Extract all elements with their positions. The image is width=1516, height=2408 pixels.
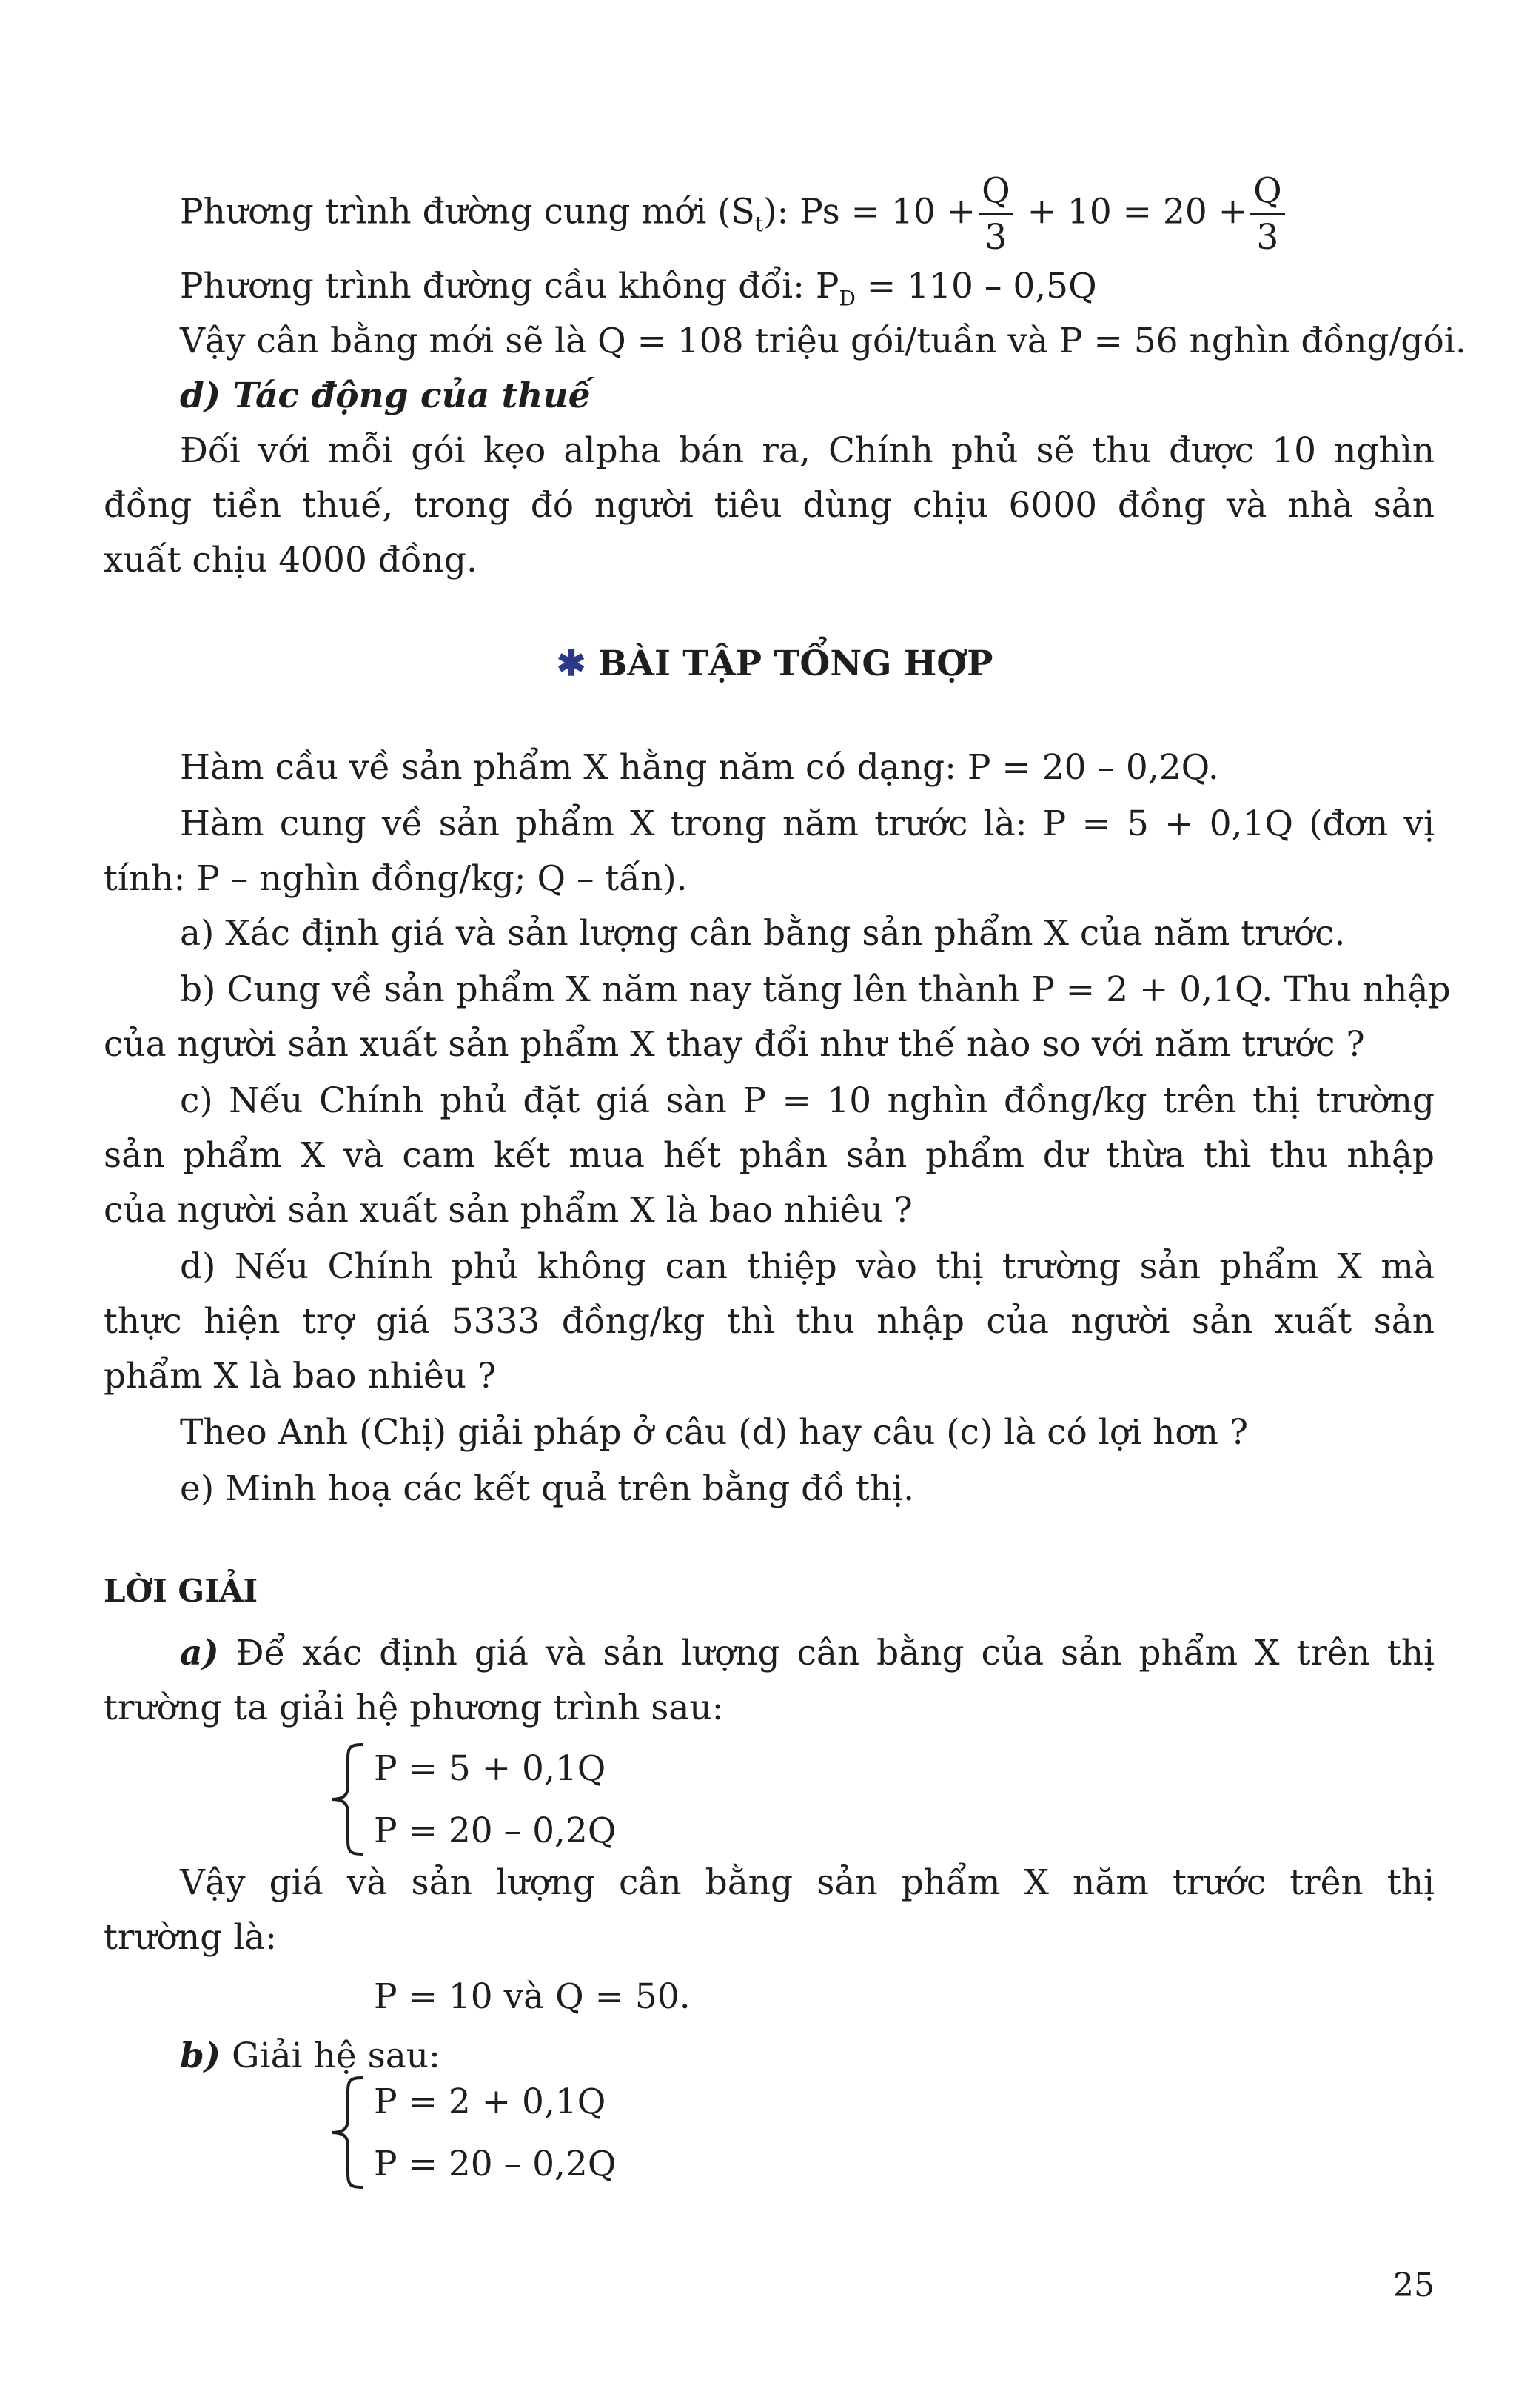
text-span: + 10 = 20 + — [1027, 191, 1248, 233]
text-span: Giải hệ sau: — [221, 2036, 440, 2076]
paragraph-line: của người sản xuất sản phẩm X thay đổi như thế nào so với năm trước ? — [104, 1024, 1365, 1065]
paragraph-line — [180, 1626, 1435, 1681]
paragraph-line: sản phẩm X và cam kết mua hết phần sản phẩm dư thừa thì thu nhập — [104, 1135, 1435, 1176]
paragraph-line: trường là: — [104, 1917, 278, 1958]
text-span: Để xác định giá và sản lượng cân bằng của sản phẩm X trên thị — [218, 1633, 1435, 1673]
question-d: d) Nếu Chính phủ không can thiệp vào thị trường sản phẩm X mà — [180, 1246, 1435, 1287]
paragraph-line: Đối với mỗi gói kẹo alpha bán ra, Chính phủ sẽ thu được 10 nghìn — [180, 430, 1435, 471]
new-supply-equation — [180, 169, 1288, 260]
result-line: P = 10 và Q = 50. — [374, 1976, 691, 2017]
page-number: 25 — [1393, 2267, 1435, 2304]
paragraph-line: Hàm cầu về sản phẩm X hằng năm có dạng: P = 20 – 0,2Q. — [180, 747, 1219, 788]
paragraph-line: Hàm cung về sản phẩm X trong năm trước là: P = 5 + 0,1Q (đơn vị — [180, 803, 1435, 844]
paragraph-line: Theo Anh (Chị) giải pháp ở câu (d) hay câu (c) là có lợi hơn ? — [180, 1412, 1249, 1453]
star-icon: ✱ — [557, 643, 586, 684]
heading-text: BÀI TẬP TỔNG HỢP — [597, 643, 993, 684]
paragraph-line: Vậy cân bằng mới sẽ là Q = 108 triệu gói/tuần và P = 56 nghìn đồng/gói. — [180, 321, 1466, 361]
denominator: 3 — [985, 217, 1007, 258]
section-heading: d) Tác động của thuế — [180, 375, 591, 416]
solution-heading: LỜI GIẢI — [104, 1573, 258, 1609]
equation: P = 5 + 0,1Q — [374, 1748, 606, 1789]
question-e: e) Minh hoạ các kết quả trên bằng đồ thị. — [180, 1468, 915, 1509]
paragraph-line: Vậy giá và sản lượng cân bằng sản phẩm X năm trước trên thị — [180, 1862, 1435, 1903]
paragraph-line: thực hiện trợ giá 5333 đồng/kg thì thu nhập của người sản xuất sản — [104, 1301, 1435, 1342]
question-b: b) Cung về sản phẩm X năm nay tăng lên thành P = 2 + 0,1Q. Thu nhập — [180, 969, 1451, 1010]
subscript: t — [754, 211, 764, 236]
paragraph-line: xuất chịu 4000 đồng. — [104, 540, 477, 581]
text-span: = 110 – 0,5Q — [855, 266, 1097, 307]
equation: P = 20 – 0,2Q — [374, 1810, 617, 1851]
fraction — [979, 169, 1013, 260]
text-span: ): Ps = 10 + — [763, 191, 976, 233]
question-c: c) Nếu Chính phủ đặt giá sàn P = 10 nghìn đồng/kg trên thị trường — [180, 1080, 1435, 1121]
paragraph-line: đồng tiền thuế, trong đó người tiêu dùng chịu 6000 đồng và nhà sản — [104, 485, 1435, 526]
equation: P = 2 + 0,1Q — [374, 2081, 606, 2122]
numerator: Q — [1250, 169, 1285, 215]
subscript: D — [839, 286, 856, 311]
fraction — [1250, 169, 1285, 260]
label: b) — [180, 2036, 221, 2076]
exercise-heading — [557, 637, 993, 692]
label: a) — [180, 1633, 219, 1673]
paragraph-line: tính: P – nghìn đồng/kg; Q – tấn). — [104, 858, 688, 899]
denominator: 3 — [1256, 217, 1279, 258]
paragraph-line: phẩm X là bao nhiêu ? — [104, 1356, 497, 1397]
text-span: Phương trình đường cầu không đổi: P — [180, 266, 839, 307]
paragraph-line: của người sản xuất sản phẩm X là bao nhiêu ? — [104, 1190, 913, 1231]
numerator: Q — [979, 169, 1013, 215]
curly-brace-icon — [324, 1740, 369, 1859]
equation: P = 20 – 0,2Q — [374, 2144, 617, 2184]
question-a: a) Xác định giá và sản lượng cân bằng sản phẩm X của năm trước. — [180, 913, 1346, 954]
curly-brace-icon — [324, 2073, 369, 2192]
text-span: Phương trình đường cung mới (S — [180, 191, 755, 233]
demand-equation — [180, 259, 1097, 314]
paragraph-line: trường ta giải hệ phương trình sau: — [104, 1688, 724, 1728]
